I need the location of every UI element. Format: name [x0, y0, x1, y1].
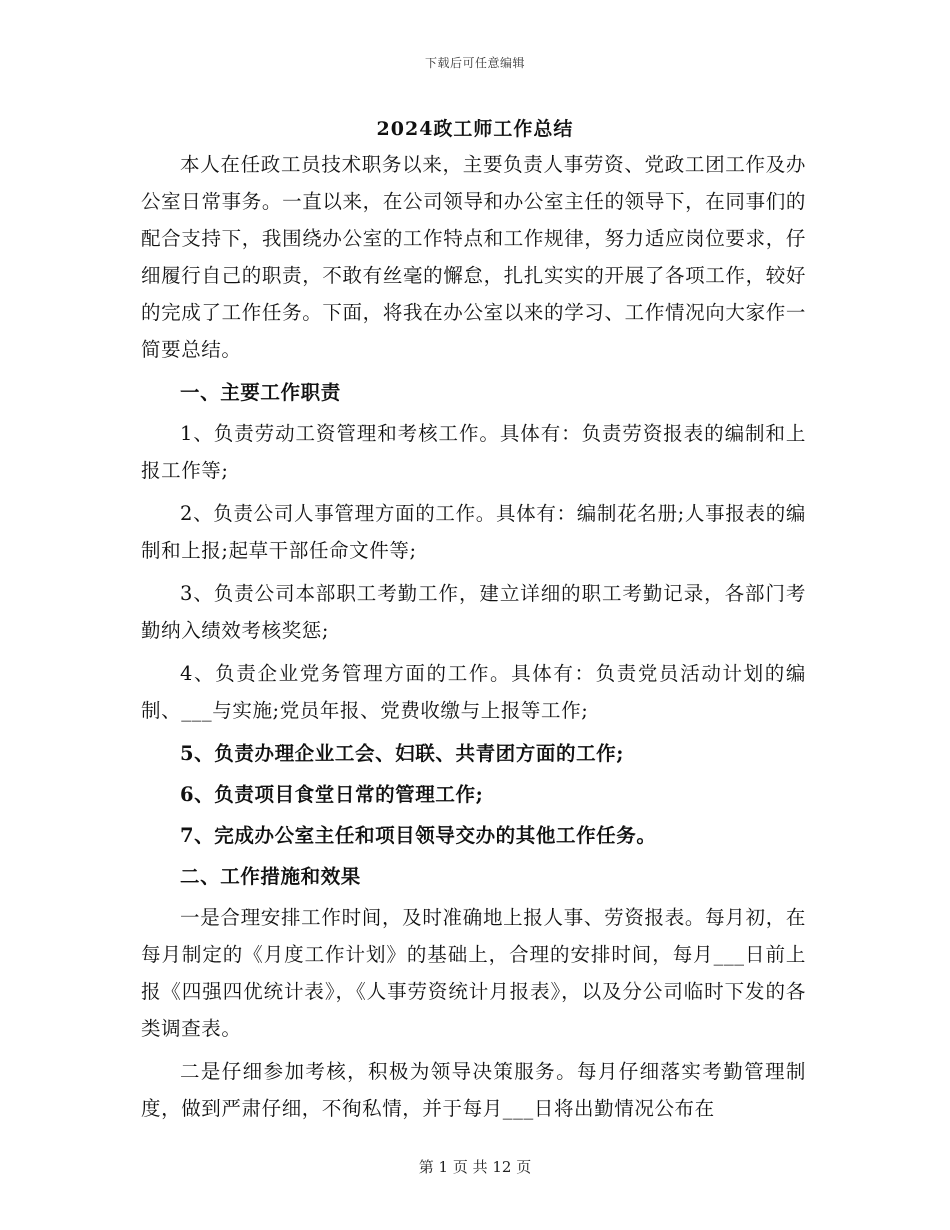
duty-item-2: 2、负责公司人事管理方面的工作。具体有：编制花名册;人事报表的编制和上报;起草干部任命文件等; — [141, 502, 806, 562]
page-header-note: 下载后可任意编辑 — [424, 56, 525, 70]
document-body — [141, 146, 806, 1133]
measure-paragraph-2: 二是仔细参加考核，积极为领导决策服务。每月仔细落实考勤管理制度，做到严肃仔细，不徇私情，并于每月___日将出勤情况公布在 — [141, 1060, 806, 1120]
document-title: 2024政工师工作总结 — [376, 118, 574, 140]
page-number-footer: 第 1 页 共 12 页 — [418, 1158, 532, 1176]
duty-item-4: 4、负责企业党务管理方面的工作。具体有：负责党员活动计划的编制、___与实施;党员年报、党费收缴与上报等工作; — [141, 662, 806, 722]
duty-item-7: 7、完成办公室主任和项目领导交办的其他工作任务。 — [180, 824, 657, 847]
duty-item-6: 6、负责项目食堂日常的管理工作; — [180, 783, 484, 806]
duty-item-1: 1、负责劳动工资管理和考核工作。具体有：负责劳资报表的编制和上报工作等; — [141, 422, 806, 482]
intro-paragraph: 本人在任政工员技术职务以来，主要负责人事劳资、党政工团工作及办公室日常事务。一直以来，在公司领导和办公室主任的领导下，在同事们的配合支持下，我围绕办公室的工作特点和工作规律，努力适应岗位要求，仔细履行自己的职责，不敢有丝毫的懈怠，扎扎实实的开展了各项工作，较好的完成了工作任务。下面，将我在办公室以来的学习、工作情况向大家作一简要总结。 — [141, 153, 806, 361]
duty-item-5: 5、负责办理企业工会、妇联、共青团方面的工作; — [180, 742, 625, 765]
measure-paragraph-1: 一是合理安排工作时间，及时准确地上报人事、劳资报表。每月初，在每月制定的《月度工作计划》的基础上，合理的安排时间，每月___日前上报《四强四优统计表》，《人事劳资统计月报表》，以及分公司临时下发的各类调查表。 — [141, 906, 806, 1040]
section-heading-duties: 一、主要工作职责 — [180, 381, 341, 404]
section-heading-measures: 二、工作措施和效果 — [180, 865, 361, 888]
duty-item-3: 3、负责公司本部职工考勤工作，建立详细的职工考勤记录，各部门考勤纳入绩效考核奖惩; — [141, 582, 806, 642]
